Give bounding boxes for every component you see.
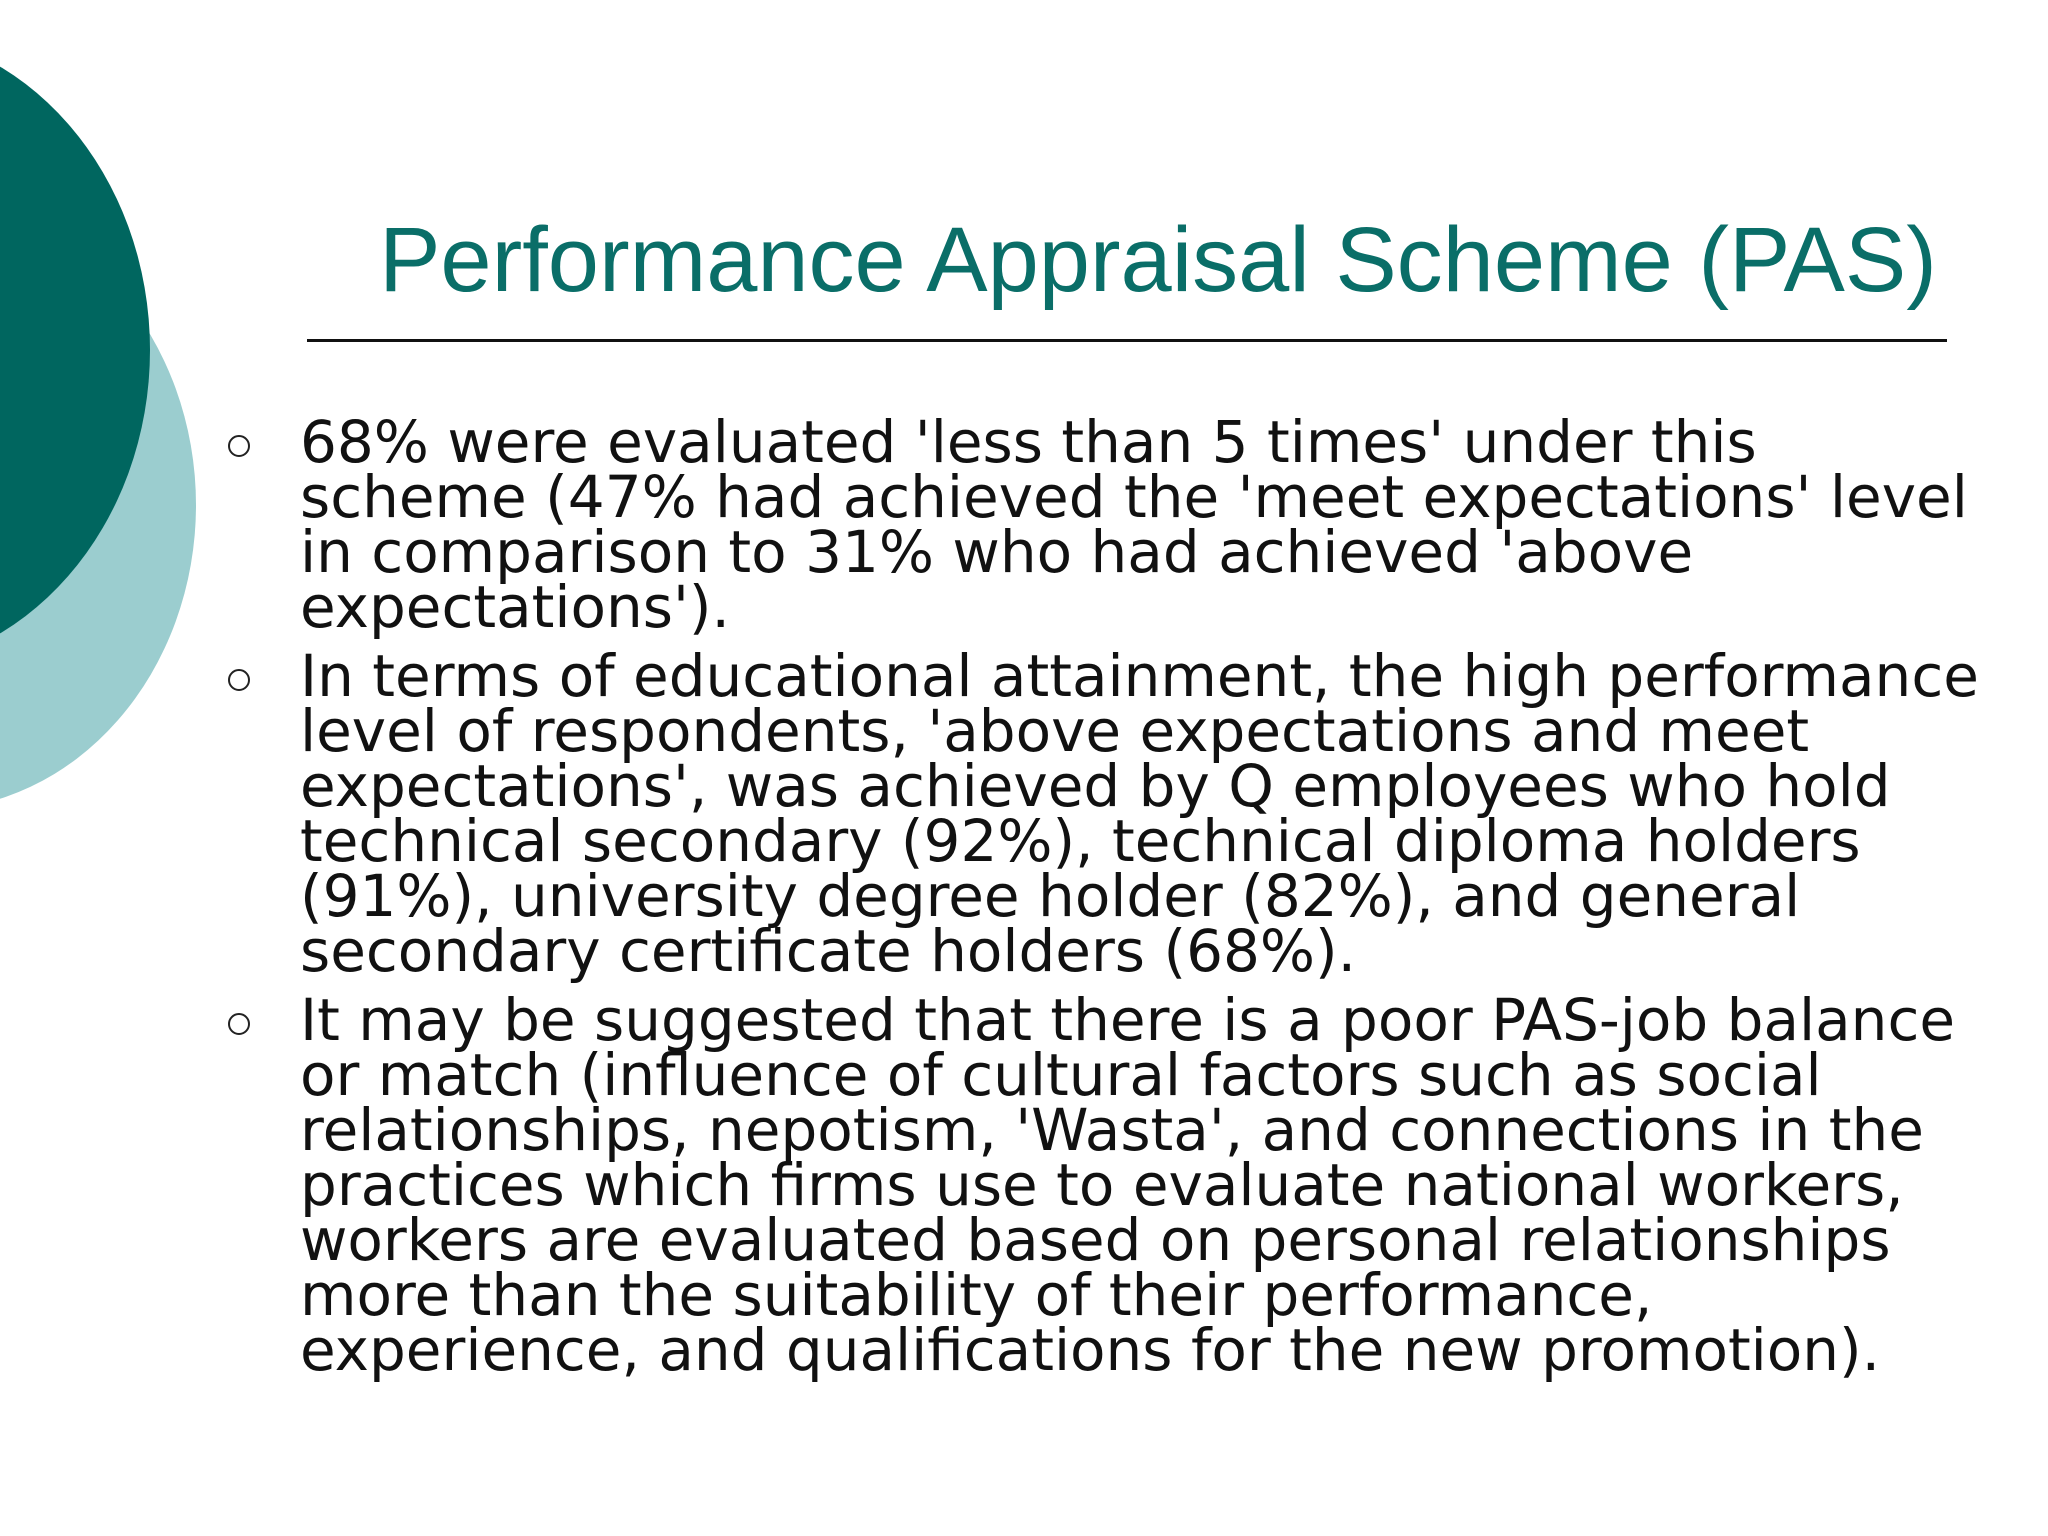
bullet-text: 68% were evaluated 'less than 5 times' under this scheme (47% had achieved the 'meet expectations' level in comparison to 31% who had achieved 'above expectations'). (300, 408, 1968, 641)
bullet-item (220, 986, 2000, 1384)
bullet-text: It may be suggested that there is a poor PAS-job balance or match (influence of cultural factors such as social relationships, nepotism, 'Wasta', and connections in the practices which firms use to evaluate national workers, workers are evaluated based on personal relationships more than the suitability of their performance, experience, and qualifications for the new promotion). (300, 986, 1956, 1384)
bullet-item (220, 408, 2000, 641)
hollow-circle-bullet-icon (228, 435, 250, 457)
slide-title: Performance Appraisal Scheme (PAS) (379, 209, 1937, 311)
bullet-item (220, 642, 2000, 985)
hollow-circle-bullet-icon (228, 669, 250, 691)
bullet-text: In terms of educational attainment, the high performance level of respondents, 'above expectations and meet expectations', was achieved by Q employees who hold technical secondary (92%), technical diploma holders (91%), university degree holder (82%), and general secondary certificate holders (68%). (300, 642, 1979, 985)
title-divider (307, 339, 1947, 342)
bullet-list (220, 408, 2000, 1392)
hollow-circle-bullet-icon (228, 1013, 250, 1035)
